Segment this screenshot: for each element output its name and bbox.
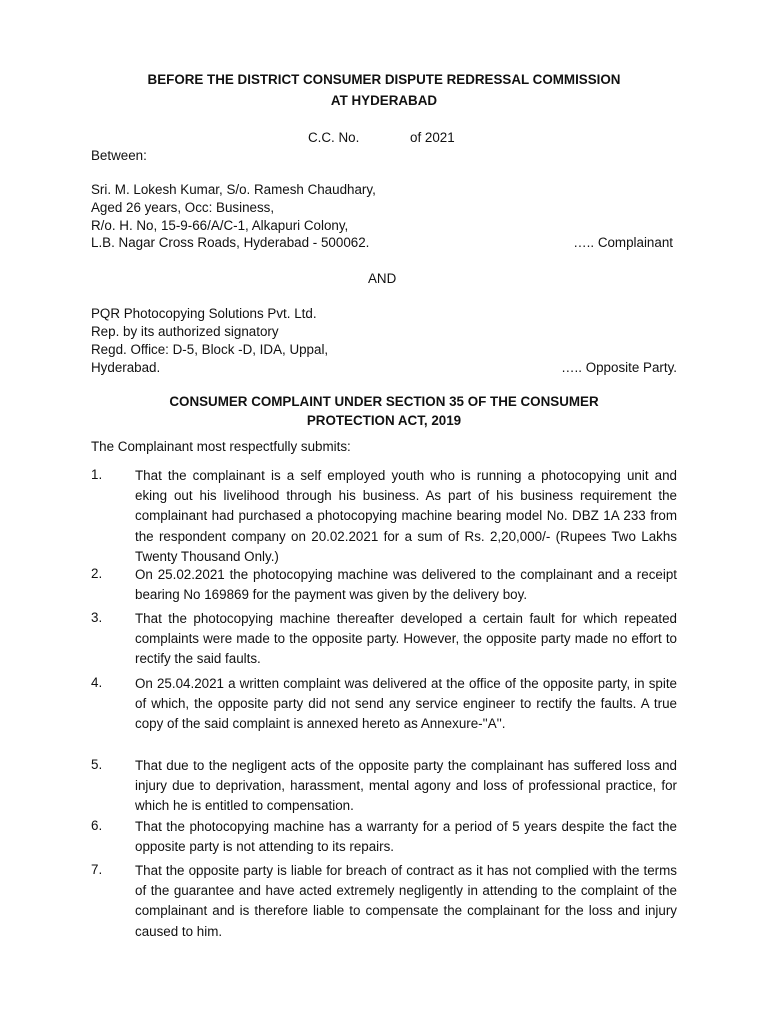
intro-text: The Complainant most respectfully submits: xyxy=(91,439,351,454)
opposite-party-line-3: Regd. Office: D-5, Block -D, IDA, Uppal, xyxy=(91,342,329,357)
opposite-party-line-4: Hyderabad. xyxy=(91,360,161,375)
case-number-year: of 2021 xyxy=(410,130,455,145)
paragraph-3-number: 3. xyxy=(91,610,103,625)
paragraph-4-number: 4. xyxy=(91,675,103,690)
opposite-party-line-1: PQR Photocopying Solutions Pvt. Ltd. xyxy=(91,306,317,321)
paragraph-1-text: That the complainant is a self employed youth who is running a photocopying unit and eking out his livelihood through his business. As part of his business requirement the complainant had purchased a photocopying machine bearing model No. DBZ 1A 233 from the respondent company on 20.02.2021 for a sum of Rs. 2,20,000/- (Rupees Two Lakhs Twenty Thousand Only.) xyxy=(135,468,677,564)
case-number-label: C.C. No. xyxy=(308,130,360,145)
paragraph-7-number: 7. xyxy=(91,862,103,877)
complainant-role: ….. Complainant xyxy=(573,235,673,250)
complainant-line-1: Sri. M. Lokesh Kumar, S/o. Ramesh Chaudhary, xyxy=(91,182,376,197)
paragraph-6-number: 6. xyxy=(91,818,103,833)
commission-heading-line-2: AT HYDERABAD xyxy=(330,93,438,108)
paragraph-3-text: That the photocopying machine thereafter developed a certain fault for which repeated complaints were made to the opposite party. However, the opposite party made no effort to rectify the said faults. xyxy=(135,611,677,667)
complainant-line-3: R/o. H. No, 15-9-66/A/C-1, Alkapuri Colony, xyxy=(91,218,349,233)
and-label: AND xyxy=(368,271,397,286)
paragraph-2-text: On 25.02.2021 the photocopying machine was delivered to the complainant and a receipt bearing No 169869 for the payment was given by the delivery boy. xyxy=(135,567,677,603)
complainant-line-2: Aged 26 years, Occ: Business, xyxy=(91,200,275,215)
complaint-heading-line-1: CONSUMER COMPLAINT UNDER SECTION 35 OF THE CONSUMER xyxy=(169,394,599,409)
paragraph-1-number: 1. xyxy=(91,467,103,482)
paragraph-6-text: That the photocopying machine has a warranty for a period of 5 years despite the fact the opposite party is not attending to its repairs. xyxy=(135,819,677,855)
commission-heading-line-1: BEFORE THE DISTRICT CONSUMER DISPUTE REDRESSAL COMMISSION xyxy=(147,72,621,87)
complaint-heading-line-2: PROTECTION ACT, 2019 xyxy=(306,413,462,428)
commission-heading xyxy=(60,69,708,111)
paragraph-5-text: That due to the negligent acts of the opposite party the complainant has suffered loss and injury due to deprivation, harassment, mental agony and loss of professional practice, for which he is entitled to compensation. xyxy=(135,758,677,814)
between-label: Between: xyxy=(91,148,147,163)
paragraph-5-number: 5. xyxy=(91,757,103,772)
opposite-party-line-2: Rep. by its authorized signatory xyxy=(91,324,279,339)
opposite-party-role: ….. Opposite Party. xyxy=(561,360,677,375)
paragraph-2-number: 2. xyxy=(91,566,103,581)
complainant-line-4: L.B. Nagar Cross Roads, Hyderabad - 500062. xyxy=(91,235,370,250)
paragraph-7-text: That the opposite party is liable for breach of contract as it has not complied with the terms of the guarantee and have acted extremely negligently in attending to the complaint of the complainant and is therefore liable to compensate the complainant for the loss and injury caused to him. xyxy=(135,863,677,939)
paragraph-4-text: On 25.04.2021 a written complaint was delivered at the office of the opposite party, in spite of which, the opposite party did not send any service engineer to rectify the faults. A true copy of the said complaint is annexed hereto as Annexure-''A''. xyxy=(135,676,677,732)
complaint-heading xyxy=(60,392,708,430)
